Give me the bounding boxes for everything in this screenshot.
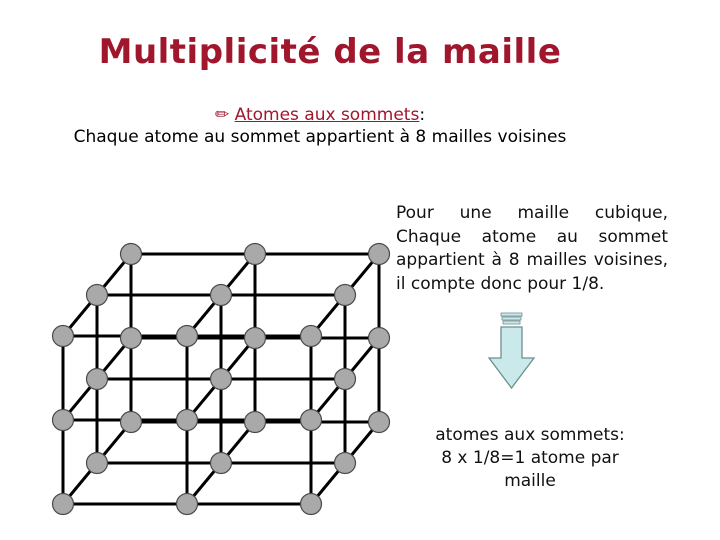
- lattice-atom: [335, 285, 356, 306]
- lattice-atom: [53, 326, 74, 347]
- lattice-atom: [211, 285, 232, 306]
- lattice-atom: [369, 244, 390, 265]
- lattice-atom: [87, 369, 108, 390]
- result-text: [406, 424, 654, 493]
- lattice-atom: [121, 412, 142, 433]
- lattice-atom: [369, 412, 390, 433]
- lattice-atom: [53, 494, 74, 515]
- arrow-body: [489, 327, 534, 388]
- lattice-atom: [335, 369, 356, 390]
- lattice-atom: [177, 494, 198, 515]
- lattice-atom: [211, 369, 232, 390]
- lattice-atom: [301, 326, 322, 347]
- result-line-2: 8 x 1/8=1 atome par: [441, 448, 619, 468]
- lattice-atom: [121, 244, 142, 265]
- lattice-atom: [121, 328, 142, 349]
- subtitle-lead-text: Atomes aux sommets: [234, 105, 420, 125]
- lattice-atoms: [53, 244, 390, 515]
- subtitle-colon: :: [419, 105, 426, 125]
- arrow-stripe: [501, 313, 522, 316]
- lattice-atom: [87, 285, 108, 306]
- pencil-icon: ✏: [214, 105, 230, 125]
- arrow-stripe: [502, 317, 521, 320]
- lattice-atom: [87, 453, 108, 474]
- lattice-atom: [177, 326, 198, 347]
- down-arrow-icon: [489, 313, 534, 388]
- arrow-stripe: [503, 321, 520, 324]
- lattice-atom: [53, 410, 74, 431]
- lattice-atom: [369, 328, 390, 349]
- lattice-atom: [335, 453, 356, 474]
- lattice-atom: [177, 410, 198, 431]
- result-line-3: maille: [504, 471, 556, 491]
- lattice-atom: [245, 412, 266, 433]
- lattice-atom: [301, 494, 322, 515]
- subtitle-line-2: Chaque atome au sommet appartient à 8 mailles voisines: [73, 127, 567, 147]
- lattice-atom: [301, 410, 322, 431]
- page-title: Multiplicité de la maille: [98, 32, 562, 72]
- lattice-atom: [245, 244, 266, 265]
- lattice-atom: [211, 453, 232, 474]
- explanation-paragraph: Pour une maille cubique, Chaque atome au sommet appartient à 8 mailles voisines, il compte donc pour 1/8.: [396, 203, 668, 294]
- result-line-1: atomes aux sommets:: [435, 425, 625, 445]
- lattice-atom: [245, 328, 266, 349]
